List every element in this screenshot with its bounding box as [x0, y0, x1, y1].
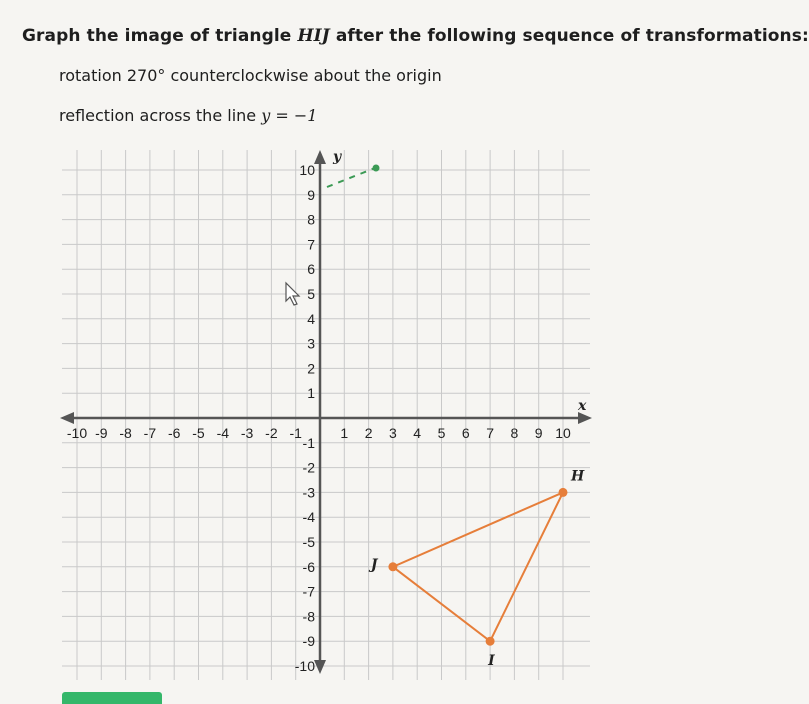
y-tick-label: 1: [307, 385, 315, 402]
y-axis-arrow-down: [314, 660, 326, 674]
x-tick-label: 2: [364, 425, 373, 441]
triangle-name: HIJ: [297, 26, 330, 46]
x-tick-label: 4: [413, 425, 422, 441]
vertex-label-h: H: [571, 468, 585, 485]
x-tick-label: -9: [95, 425, 108, 441]
x-tick-label: 9: [534, 425, 543, 441]
step-rotation-angle: 270°: [126, 66, 166, 85]
y-tick-label: -10: [294, 658, 315, 674]
vertex-j[interactable]: [388, 562, 397, 571]
x-tick-label: -6: [167, 425, 181, 441]
step-reflection-line: y = −1: [261, 106, 318, 125]
cursor-icon: [286, 283, 299, 305]
vertex-i[interactable]: [486, 637, 495, 646]
triangle-hij: [368, 468, 585, 669]
y-tick-label: -6: [302, 558, 315, 575]
x-axis-arrow-left: [60, 412, 74, 424]
y-tick-label: 4: [307, 310, 315, 327]
step-rotation-rest: counterclockwise about the origin: [165, 66, 442, 85]
x-tick-label: -5: [192, 425, 205, 441]
step-rotation-text: rotation: [59, 66, 127, 85]
x-tick-label: 3: [389, 425, 397, 441]
y-axis-arrow-up: [314, 150, 326, 164]
x-tick-label: -8: [119, 425, 132, 441]
x-tick-label: -2: [265, 425, 278, 441]
y-tick-label: 8: [307, 211, 315, 228]
y-tick-label: -9: [302, 633, 315, 650]
y-tick-label: -7: [302, 583, 315, 600]
y-tick-label: -4: [302, 509, 315, 526]
y-tick-label: -1: [302, 434, 315, 451]
y-tick-label: -2: [302, 459, 315, 476]
submit-button[interactable]: [62, 692, 162, 704]
x-tick-label: -1: [289, 425, 302, 441]
vertex-label-j: J: [370, 556, 378, 573]
y-tick-label: 6: [307, 261, 315, 278]
y-axis-label: y: [333, 149, 342, 165]
x-tick-label: -4: [216, 425, 230, 441]
y-tick-label: -8: [302, 608, 315, 625]
vertex-h[interactable]: [559, 488, 568, 497]
instructions-text: Graph the image of triangle: [22, 26, 298, 46]
x-tick-label: 1: [340, 425, 349, 441]
x-tick-label: 7: [486, 425, 494, 441]
x-tick-label: -3: [240, 425, 254, 441]
y-tick-label: 2: [307, 360, 315, 377]
x-axis-label: x: [578, 398, 587, 414]
x-tick-label: 8: [510, 425, 519, 441]
step-reflection-text: reflection across the line: [59, 106, 262, 125]
y-tick-label: 7: [307, 236, 315, 253]
y-tick-label: -5: [302, 534, 315, 550]
x-tick-label: 10: [555, 425, 571, 441]
instructions-text-end: after the following sequence of transformations:: [329, 26, 809, 46]
dashed-line-tool[interactable]: [327, 165, 380, 188]
x-tick-label: -7: [143, 425, 157, 441]
y-tick-label: 5: [307, 286, 315, 302]
x-tick-label: 6: [461, 425, 470, 441]
y-tick-label: 9: [307, 186, 315, 203]
x-tick-label: -10: [66, 425, 88, 441]
y-tick-label: 3: [307, 335, 315, 352]
vertex-label-i: I: [488, 653, 495, 670]
y-tick-label: 10: [299, 162, 315, 178]
y-tick-label: -3: [302, 484, 315, 501]
x-tick-label: 5: [437, 425, 446, 441]
